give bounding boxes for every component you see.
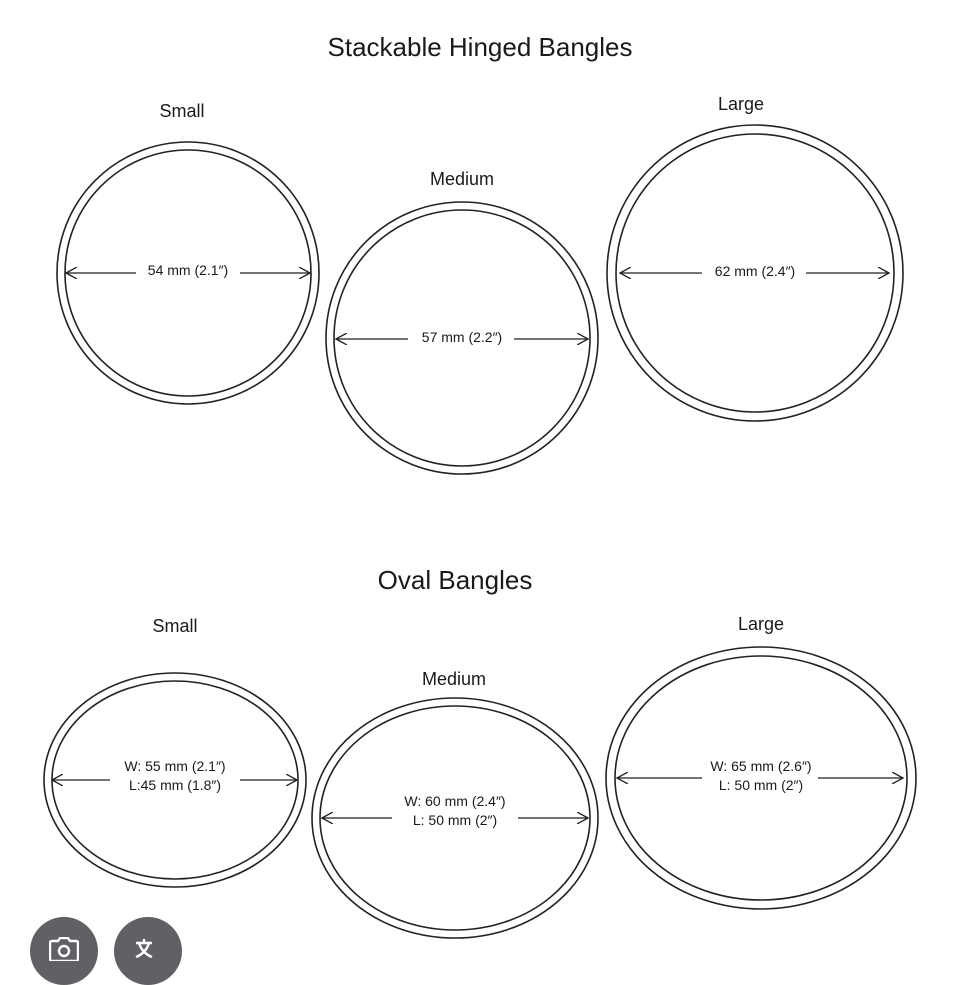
dimension-label-length: L: 50 mm (2″) [412, 812, 498, 828]
section-title-stackable: Stackable Hinged Bangles [327, 32, 633, 62]
size-label: Medium [421, 669, 487, 689]
dimension-label-length: L:45 mm (1.8″) [128, 777, 222, 793]
bangle-oval-medium [312, 669, 598, 938]
size-label: Large [737, 614, 785, 634]
camera-icon [49, 937, 79, 961]
size-label: Medium [429, 169, 495, 189]
bangle-stackable-small [57, 101, 319, 404]
dimension-label-length: L: 50 mm (2″) [718, 777, 804, 793]
dimension-label: 62 mm (2.4″) [714, 263, 796, 279]
bangle-stackable-large [607, 94, 903, 421]
bangle-stackable-medium [326, 169, 598, 474]
bangle-oval-large [606, 614, 916, 909]
section-title-oval: Oval Bangles [377, 565, 533, 595]
dimension-label-width: W: 55 mm (2.1″) [124, 758, 226, 774]
translate-icon [133, 937, 163, 961]
dimension-label: 54 mm (2.1″) [147, 262, 229, 278]
camera-search-button[interactable] [30, 917, 98, 985]
size-label: Small [152, 616, 198, 636]
size-label: Large [717, 94, 765, 114]
dimension-label: 57 mm (2.2″) [421, 329, 503, 345]
dimension-label-width: W: 60 mm (2.4″) [404, 793, 506, 809]
size-label: Small [159, 101, 205, 121]
dimension-label-width: W: 65 mm (2.6″) [710, 758, 812, 774]
translate-button[interactable] [114, 917, 182, 985]
bangle-oval-small [44, 616, 306, 887]
